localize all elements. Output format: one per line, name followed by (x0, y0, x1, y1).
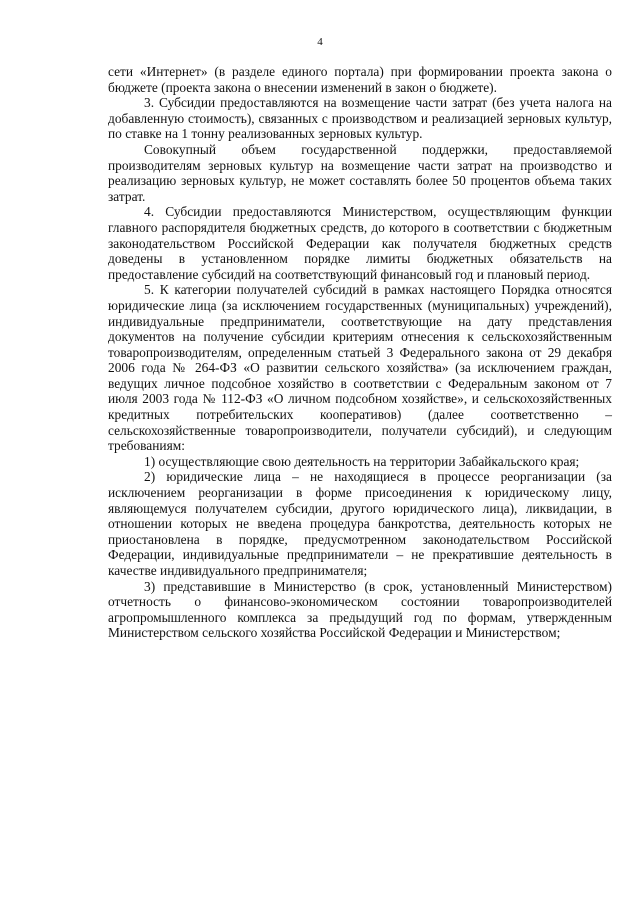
paragraph: 5. К категории получателей субсидий в рамках настоящего Порядка относятся юридические лица (за исключением государственных (муниципальных) учреждений), индивидуальные предприниматели, соответствующие на дату представления документов на получение субсидии критериям отнесения к сельскохозяйственным товаропроизводителям, определенным статьей 3 Федерального закона от 29 декабря 2006 года № 264-ФЗ «О развитии сельского хозяйства» (за исключением граждан, ведущих личное подсобное хозяйство в соответствии с Федеральным законом от 7 июля 2003 года № 112-ФЗ «О личном подсобном хозяйстве», и сельскохозяйственных кредитных потребительских кооперативов) (далее соответственно – сельскохозяйственные товаропроизводители, получатели субсидий), и следующим требованиям: (108, 282, 612, 454)
paragraph: 1) осуществляющие свою деятельность на территории Забайкальского края; (144, 453, 580, 469)
paragraph: 3. Субсидии предоставляются на возмещение части затрат (без учета налога на добавленную стоимость), связанных с производством и реализацией зерновых культур, по ставке на 1 тонну реализованных зерновых культур. (108, 95, 612, 142)
paragraph: 4. Субсидии предоставляются Министерством, осуществляющим функции главного распорядителя бюджетных средств, до которого в соответствии с бюджетным законодательством Российской Федерации как получателя бюджетных средств доведены в установленном порядке лимиты бюджетных обязательств на предоставление субсидий на соответствующий финансовый год и плановый период. (108, 204, 612, 282)
paragraph: 3) представившие в Министерство (в срок, установленный Министерством) отчетность о финансово-экономическом состоянии товаропроизводителей агропромышленного комплекса за предыдущий год по формам, утвержденным Министерством сельского хозяйства Российской Федерации и Министерством; (108, 578, 612, 641)
paragraph: сети «Интернет» (в разделе единого портала) при формировании проекта закона о бюджете (проекта закона о внесении изменений в закон о бюджете). (108, 64, 612, 95)
page-number: 4 (317, 36, 323, 48)
document-body (108, 64, 612, 641)
paragraph: 2) юридические лица – не находящиеся в процессе реорганизации (за исключением реорганизации в форме присоединения к юридическому лицу, являющемуся получателем субсидии, другого юридического лица), ликвидации, в отношении которых не введена процедура банкротства, деятельность которых не приостановлена в порядке, предусмотренном законодательством Российской Федерации, индивидуальные предприниматели – не прекратившие деятельность в качестве индивидуального предпринимателя; (108, 469, 612, 578)
paragraph: Совокупный объем государственной поддержки, предоставляемой производителям зерновых культур на возмещение части затрат на производство и реализацию зерновых культур, не может составлять более 50 процентов объема таких затрат. (108, 141, 612, 204)
